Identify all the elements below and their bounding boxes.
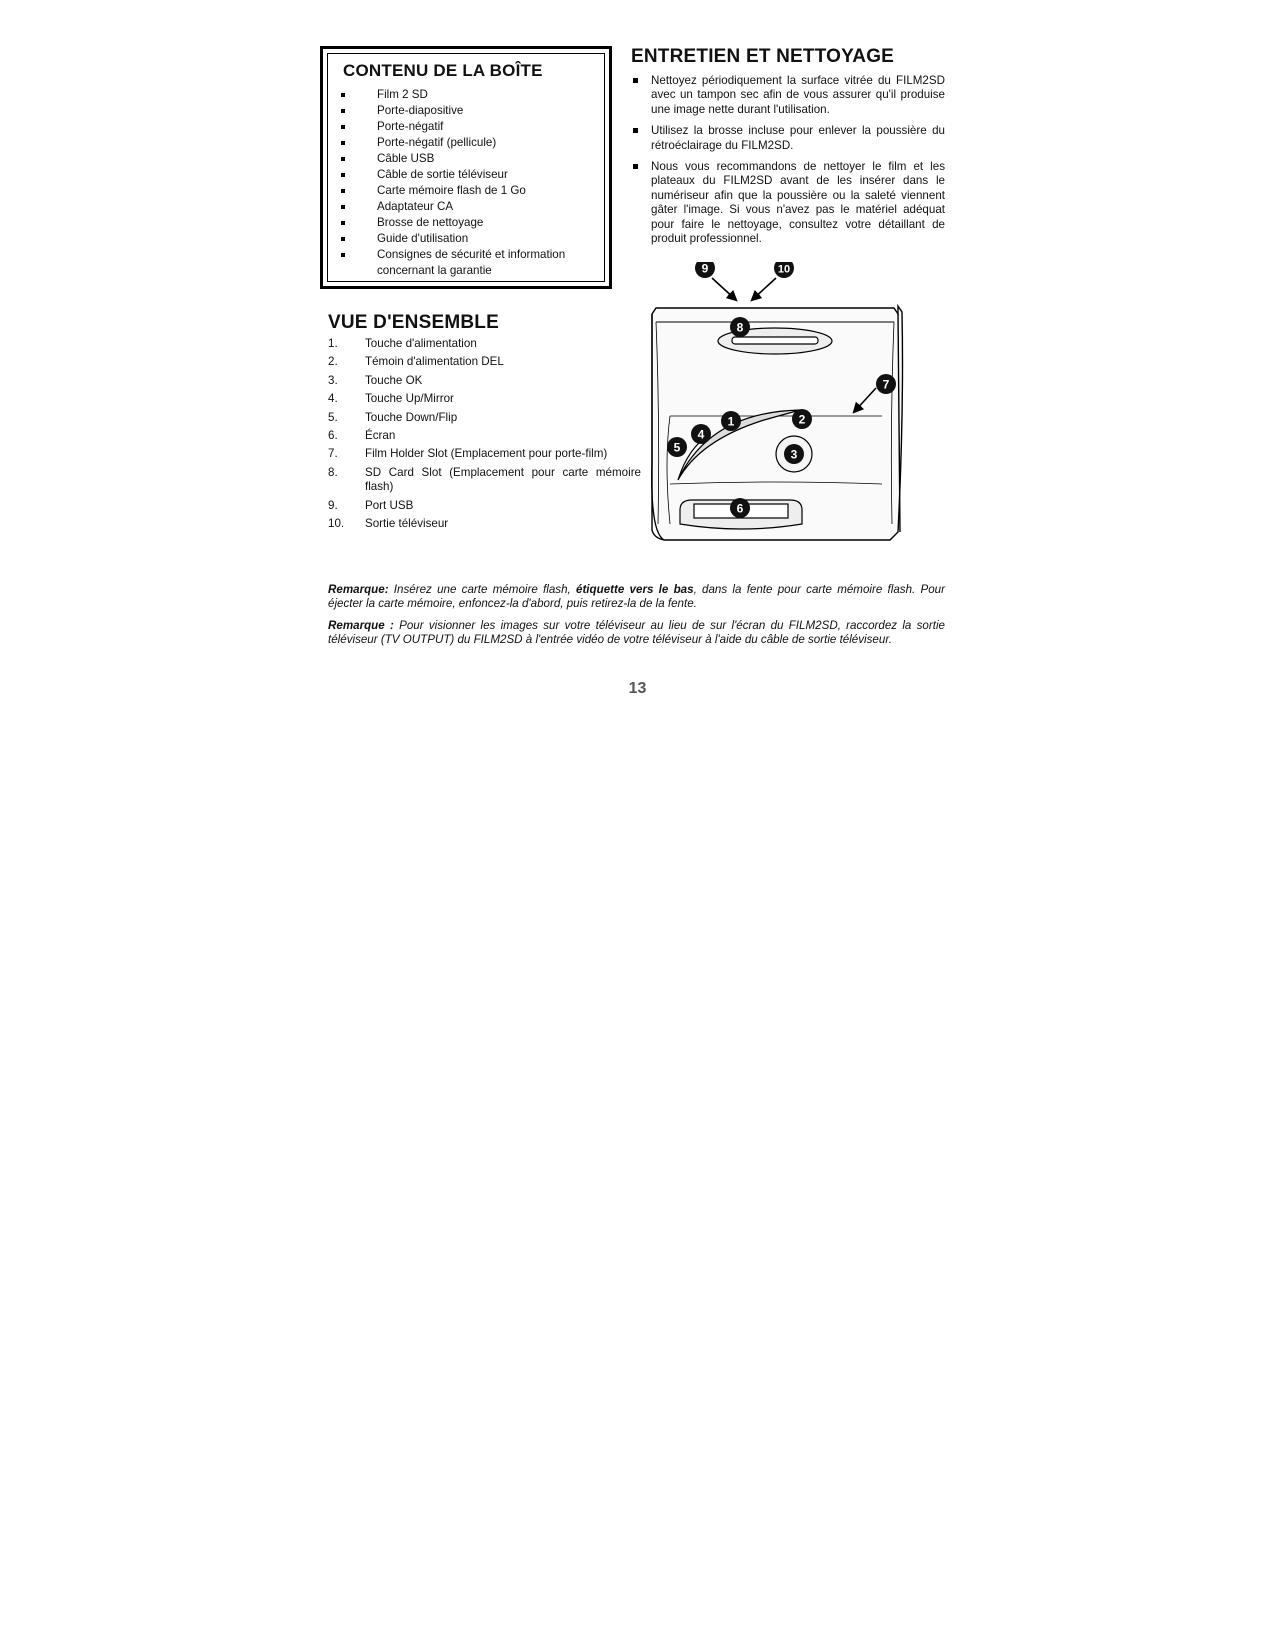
callout-1 [721, 411, 741, 431]
note-sd-card [328, 583, 945, 612]
box-contents-list [339, 87, 599, 279]
list-item: Porte-négatif (pellicule) [339, 135, 599, 151]
item-text: Sortie téléviseur [365, 517, 449, 531]
item-number: 6. [328, 429, 338, 443]
list-item: Brosse de nettoyage [339, 215, 599, 231]
callout-label: 10 [777, 263, 791, 276]
callout-label: 2 [798, 412, 806, 427]
callout-label: 8 [736, 320, 744, 335]
note-text: Pour visionner les images sur votre téléviseur au lieu de sur l'écran du FILM2SD, raccordez la sortie téléviseur (TV OUTPUT) du FILM2SD à l'entrée vidéo de votre téléviseur à l'aide du câble de sortie téléviseur. [328, 619, 945, 647]
callout-label: 9 [701, 262, 709, 276]
note-label: Remarque : [328, 619, 394, 632]
item-number: 8. [328, 465, 338, 479]
list-item: Nous vous recommandons de nettoyer le film et les plateaux du FILM2SD avant de les insérer dans le numériseur afin que la poussière ou la saleté viennent gâter l'image. Si vous n'avez pas le matériel adéquat pour faire le nettoyage, consultez votre détaillant de produit professionnel. [631, 160, 945, 246]
page-number: 13 [628, 680, 647, 697]
item-text: Témoin d'alimentation DEL [365, 355, 504, 369]
item-number: 3. [328, 373, 338, 387]
callout-7 [876, 374, 896, 394]
list-item: Guide d'utilisation [339, 231, 599, 247]
item-number: 2. [328, 355, 338, 369]
note-tv-output [328, 619, 945, 648]
overview-title: VUE D'ENSEMBLE [328, 312, 499, 333]
list-item [328, 429, 641, 443]
list-item [328, 447, 641, 461]
maintenance-list [631, 74, 945, 253]
callout-label: 3 [790, 447, 798, 462]
callout-3 [784, 444, 804, 464]
box-contents-panel [320, 46, 612, 289]
list-item: Porte-négatif [339, 119, 599, 135]
list-item [328, 355, 641, 369]
list-item: Utilisez la brosse incluse pour enlever la poussière du rétroéclairage du FILM2SD. [631, 124, 945, 153]
item-text: Touche Up/Mirror [365, 392, 454, 406]
list-item: Film 2 SD [339, 87, 599, 103]
list-item: Câble USB [339, 151, 599, 167]
callout-8 [730, 317, 750, 337]
list-item [328, 466, 641, 495]
maintenance-title: ENTRETIEN ET NETTOYAGE [631, 46, 895, 67]
callout-label: 7 [882, 377, 890, 392]
list-item [328, 499, 641, 513]
note-text: Insérez une carte mémoire flash, [388, 583, 576, 596]
box-contents-title: CONTENU DE LA BOÎTE [343, 61, 543, 80]
overview-list [328, 337, 641, 535]
item-text: Écran [365, 429, 396, 443]
list-item [328, 411, 641, 425]
list-item [328, 374, 641, 388]
callout-6 [730, 498, 750, 518]
callout-label: 1 [727, 414, 735, 429]
callout-10 [774, 262, 794, 278]
list-item: Porte-diapositive [339, 103, 599, 119]
item-text: Touche OK [365, 373, 423, 387]
callout-5 [667, 437, 687, 457]
callout-label: 4 [697, 427, 705, 442]
list-item: Carte mémoire flash de 1 Go [339, 183, 599, 199]
list-item: Consignes de sécurité et information concernant la garantie [339, 247, 599, 279]
list-item [328, 517, 641, 531]
item-text: Port USB [365, 498, 414, 512]
item-number: 1. [328, 337, 338, 350]
list-item [328, 392, 641, 406]
list-item: Adaptateur CA [339, 199, 599, 215]
item-text: SD Card Slot (Emplacement pour carte mémoire flash) [365, 465, 641, 494]
note-text: , dans la fente pour carte mémoire flash. Pour éjecter la carte mémoire, enfoncez-la d'abord, puis retirez-la de la fente. [328, 583, 945, 611]
item-number: 9. [328, 498, 338, 512]
callout-4 [691, 424, 711, 444]
note-emphasis: étiquette vers le bas [576, 583, 694, 596]
item-number: 5. [328, 410, 338, 424]
callout-9 [695, 262, 715, 278]
callout-2 [792, 409, 812, 429]
item-number: 7. [328, 447, 338, 461]
note-label: Remarque: [328, 583, 389, 596]
item-text: Touche d'alimentation [365, 337, 477, 350]
list-item: Câble de sortie téléviseur [339, 167, 599, 183]
device-diagram [640, 262, 960, 572]
item-number: 10. [328, 517, 345, 531]
item-text: Film Holder Slot (Emplacement pour porte-film) [365, 447, 608, 461]
list-item [328, 337, 641, 351]
list-item: Nettoyez périodiquement la surface vitrée du FILM2SD avec un tampon sec afin de vous assurer qu'il produise une image nette durant l'utilisation. [631, 74, 945, 117]
callout-label: 6 [736, 501, 744, 516]
callout-label: 5 [673, 440, 681, 455]
item-number: 4. [328, 392, 338, 406]
item-text: Touche Down/Flip [365, 410, 458, 424]
